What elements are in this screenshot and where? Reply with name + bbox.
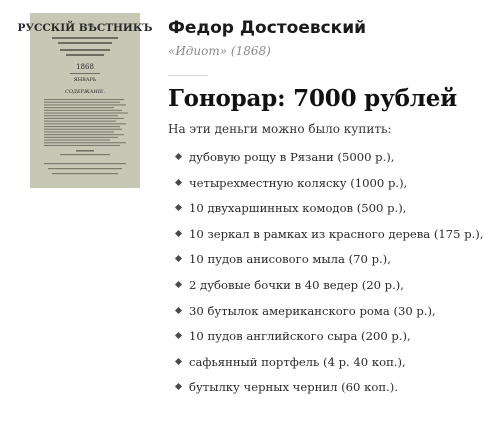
list-item	[176, 379, 484, 405]
diamond-bullet-icon	[175, 332, 182, 339]
list-item-text: 10 пудов анисового мыла (70 р.),	[189, 252, 391, 267]
cover-print-line	[44, 140, 110, 141]
list-item	[176, 277, 484, 303]
list-item-text: сафьянный портфель (4 р. 40 коп.),	[189, 354, 406, 369]
intro-text: На эти деньги можно было купить:	[168, 122, 392, 136]
cover-print-line	[44, 110, 122, 111]
list-item	[176, 175, 484, 201]
list-item-text: дубовую рощу в Рязани (5000 р.),	[189, 150, 395, 164]
cover-print-line	[44, 104, 126, 105]
book-cover-art	[17, 13, 153, 188]
list-item-text: 10 зеркал в рамках из красного дерева (175 р.),	[189, 226, 484, 241]
work-title: «Идиот» (1868)	[168, 44, 271, 58]
diamond-bullet-icon	[175, 179, 182, 186]
book-cover-image	[17, 13, 153, 188]
cover-print-line	[44, 137, 118, 138]
cover-print-line	[44, 126, 120, 127]
list-item-text: бутылку черных чернил (60 коп.).	[189, 380, 398, 395]
author-name: Федор Достоевский	[168, 18, 367, 38]
list-item	[176, 303, 484, 329]
list-item	[176, 149, 484, 175]
cover-print-line	[44, 113, 128, 114]
list-item-text: 10 пудов английского сыра (200 р.),	[189, 329, 411, 344]
cover-print-line	[44, 99, 124, 100]
cover-print-line	[44, 118, 124, 119]
list-item	[176, 251, 484, 277]
cover-journal-title: РУССКІЙ ВѢСТНИКЪ	[17, 22, 153, 34]
purchase-list	[176, 149, 484, 405]
diamond-bullet-icon	[175, 281, 182, 288]
diamond-bullet-icon	[175, 153, 182, 160]
diamond-bullet-icon	[175, 307, 182, 314]
cover-print-line	[44, 134, 124, 135]
cover-year: 1868	[76, 63, 94, 71]
diamond-bullet-icon	[175, 383, 182, 390]
cover-print-line	[44, 107, 114, 108]
cover-print-line	[44, 145, 120, 146]
cover-month: ЯНВАРЬ	[73, 77, 97, 83]
diamond-bullet-icon	[175, 358, 182, 365]
list-item-text: 30 бутылок американского рома (30 р.),	[189, 303, 436, 318]
cover-print-line	[44, 123, 126, 124]
cover-print-line	[44, 115, 118, 116]
list-item-text: четырехместную коляску (1000 р.),	[189, 175, 408, 190]
list-item	[176, 328, 484, 354]
diamond-bullet-icon	[175, 204, 182, 211]
cover-print-line	[44, 129, 122, 130]
cover-print-line	[44, 121, 116, 122]
cover-contents-heading: СОДЕРЖАНІЕ.	[65, 89, 105, 95]
list-item	[176, 354, 484, 380]
list-item	[176, 200, 484, 226]
list-item-text: 10 двухаршинных комодов (500 р.),	[189, 201, 407, 216]
diamond-bullet-icon	[175, 255, 182, 262]
cover-print-line	[44, 131, 114, 132]
cover-print-line	[44, 142, 126, 143]
fee-heading: Гонорар: 7000 рублей	[168, 85, 458, 112]
cover-print-line	[44, 102, 120, 103]
diamond-bullet-icon	[175, 230, 182, 237]
list-item-text: 2 дубовые бочки в 40 ведер (20 р.),	[189, 277, 404, 292]
list-item	[176, 226, 484, 252]
divider	[168, 75, 208, 76]
